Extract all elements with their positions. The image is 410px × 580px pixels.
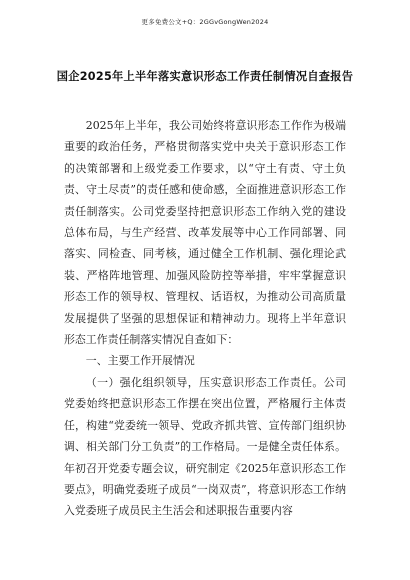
section-heading: 一、主要工作开展情况 <box>85 354 195 368</box>
document-title: 国企2025年上半年落实意识形态工作责任制情况自查报告 <box>56 70 354 83</box>
intro-paragraph: 2025年上半年，我公司始终将意识形态工作作为极端重要的政治任务，严格贯彻落实党中央关于意识形态工作的决策部署和上级党委工作要求，以“守土有责、守土负责、守土尽责”的责任感和使命感，全面推进意识形态工作责任制落实。公司党委坚持把意识形态工作纳入党的建设总体布局，与生产经营、改革发展等中心工作同部署、同落实、同检查、同考核，通过健全工作机制、强化理论武装、严格阵地管理、加强风险防控等举措，牢牢掌握意识形态工作的领导权、管理权、话语权，为推动公司高质量发展提供了坚强的思想保证和精神动力。现将上半年意识形态工作责任制落实情况自查如下： <box>64 119 346 347</box>
document-body <box>64 115 346 522</box>
section-paragraph: （一）强化组织领导，压实意识形态工作责任。公司党委始终把意识形态工作摆在突出位置，严格履行主体责任，构建“党委统一领导、党政齐抓共管、宣传部门组织协调、相关部门分工负责”的工作格局。一是健全责任体系。年初召开党委专题会议，研究制定《2025年意识形态工作要点》，明确党委班子成员“一岗双责”，将意识形态工作纳入党委班子成员民主生活会和述职报告重要内容 <box>64 375 346 518</box>
header-watermark: 更多免费公文+Q：2GGvGongWen2024 <box>141 18 269 26</box>
